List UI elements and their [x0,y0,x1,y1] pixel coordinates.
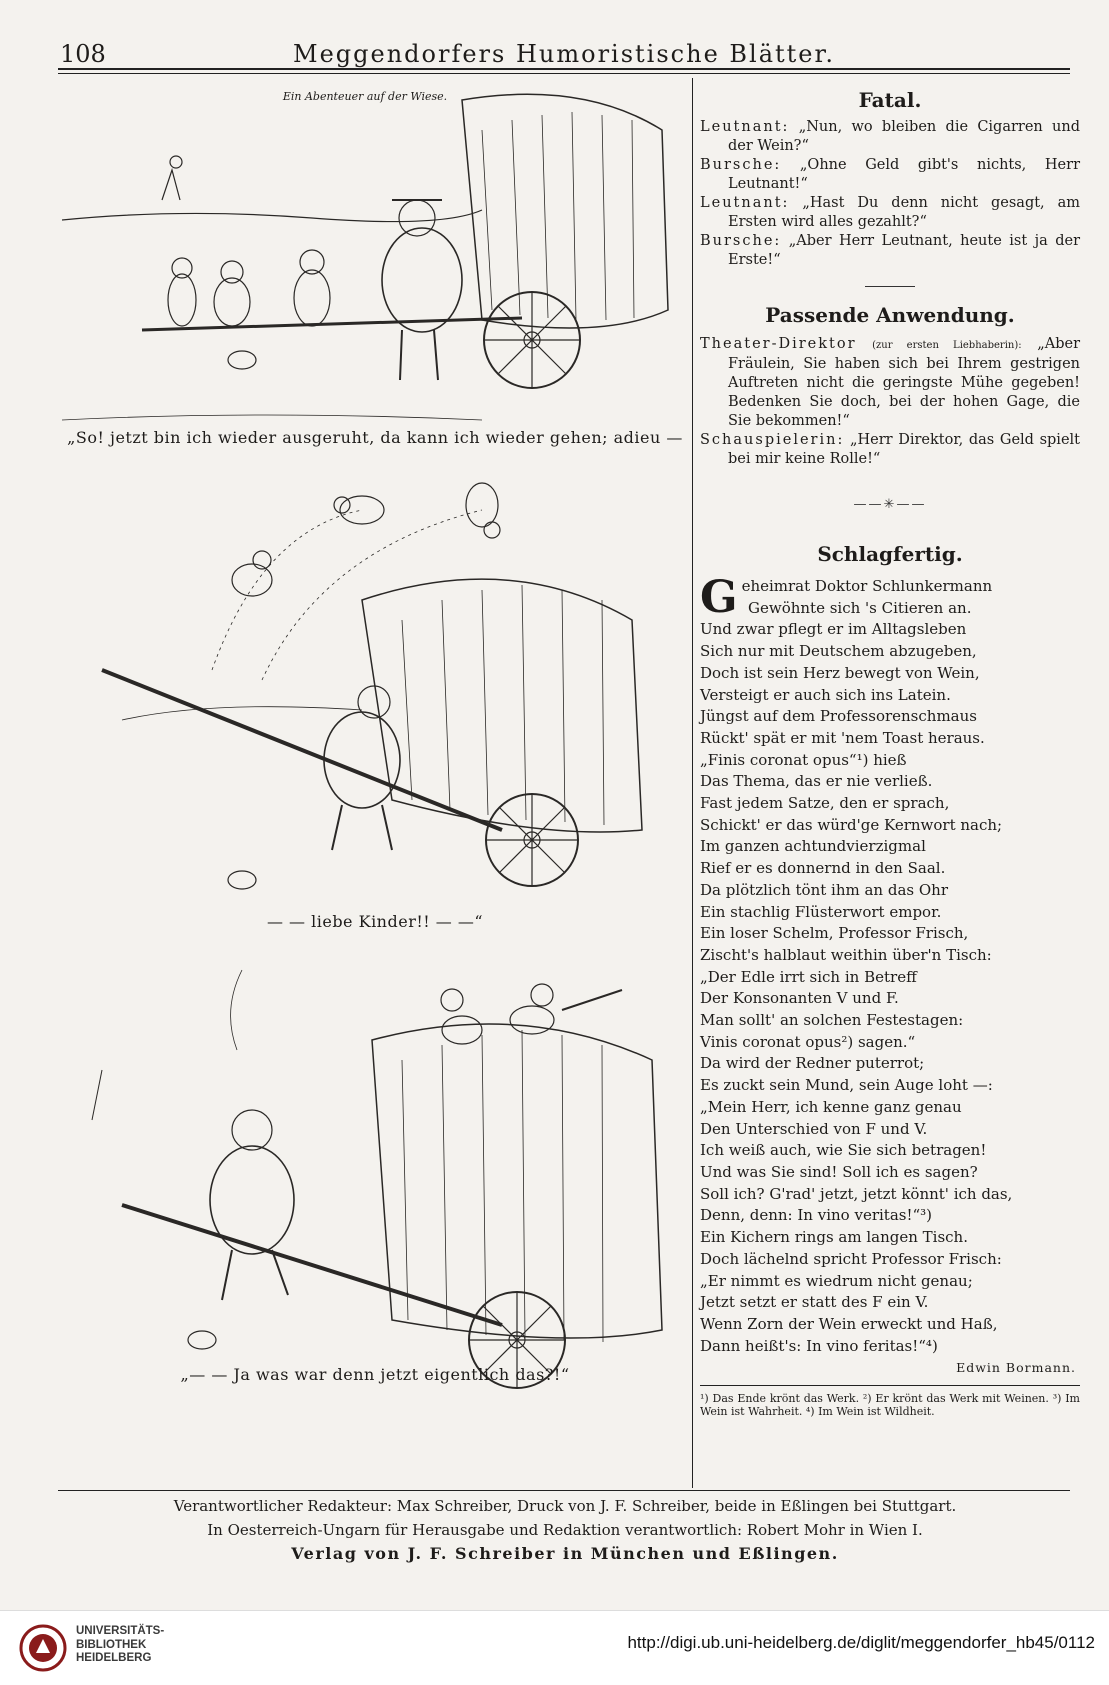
hay-cart-scene-3 [62,950,674,1390]
column-divider [692,78,693,1488]
dialog-text: „Ohne Geld gibt's nichts, Herr Leutnant!“ [728,157,1080,192]
hay-cart-scene-1 [62,90,674,450]
dialog-text: „Aber Herr Leutnant, heute ist ja der Erste!“ [728,233,1081,268]
poem-line: Und zwar pflegt er im Alltagsleben [700,620,967,639]
dropcap: G [700,572,738,623]
speaker: Bursche: [700,157,782,173]
poem-line: Fast jedem Satze, den er sprach, [700,794,950,813]
journal-title: Meggendorfers Humoristische Blätter. [293,40,835,68]
library-name-line: UNIVERSITÄTS- [76,1625,165,1637]
poem-line: Vinis coronat opus²) sagen.“ [700,1032,916,1051]
hay-cart-scene-2 [62,470,674,910]
poem-footnotes: ¹) Das Ende krönt das Werk. ²) Er krönt das Werk mit Weinen. ³) Im Wein ist Wahrheit. ⁴) Im Wein ist Wildheit. [700,1392,1080,1419]
page-number: 108 [60,40,106,68]
university-seal-icon [18,1623,68,1673]
right-column [700,88,1080,1418]
poem-line: Dann heißt's: In vino feritas!“⁴) [700,1336,938,1355]
poem-line: Denn, denn: In vino veritas!“³) [700,1206,933,1225]
poem-author: Edwin Bormann. [956,1360,1076,1376]
dialog-line [700,431,1080,469]
speaker: Schauspielerin: [700,432,845,448]
cartoon-caption-2: — — liebe Kinder!! — —“ [266,912,484,931]
dialog-line [700,232,1080,270]
imprint-line-editor: Verantwortlicher Redakteur: Max Schreiber, Druck von J. F. Schreiber, beide in Eßlingen bei Stuttgart. [173,1497,957,1515]
speaker: Leutnant: [700,119,790,135]
poem-line: Schickt' er das würd'ge Kernwort nach; [700,815,1003,834]
poem-line-second: Gewöhnte sich 's Citieren an. [748,598,972,617]
poem-line: „Der Edle irrt sich in Betreff [700,967,917,986]
imprint [60,1494,1070,1566]
section-divider [865,286,915,287]
cartoon-panel-1 [62,90,674,450]
poem-line: „Mein Herr, ich kenne ganz genau [700,1097,962,1116]
cartoon-title: Ein Abenteuer auf der Wiese. [282,90,448,103]
poem-line: Ein Kichern rings am langen Tisch. [700,1228,968,1247]
speaker: Theater-Direktor [700,336,857,352]
dialog-line [700,194,1080,232]
library-name-line: BIBLIOTHEK [76,1638,147,1651]
cartoon-panel-3 [62,950,674,1390]
poem-line: Ein stachlig Flüsterwort empor. [700,902,942,921]
library-footer [0,1610,1109,1685]
poem-line: Ich weiß auch, wie Sie sich betragen! [700,1141,987,1160]
dialog-line [700,118,1080,156]
ornament-divider: ——✳—— [853,497,927,512]
poem-line: Zischt's halblaut weithin über'n Tisch: [700,945,992,964]
poem-line: Rief er es donnernd in den Saal. [700,859,946,878]
poem-line: Der Konsonanten V und F. [700,989,899,1008]
poem-line: Und was Sie sind! Soll ich es sagen? [700,1162,978,1181]
poem-line: Wenn Zorn der Wein erweckt und Haß, [700,1314,998,1333]
section-title-schlagfertig: Schlagfertig. [817,542,963,566]
page-header [58,34,1070,70]
dialog-line [700,335,1080,431]
poem-line: Es zuckt sein Mund, sein Auge loht —: [700,1076,993,1095]
imprint-line-austria: In Oesterreich-Ungarn für Herausgabe und Redaktion verantwortlich: Robert Mohr in Wien I. [207,1521,923,1539]
cartoon-caption-1: „So! jetzt bin ich wieder ausgeruht, da kann ich wieder gehen; adieu — [67,428,683,447]
footnote-rule [700,1385,1080,1386]
fatal-dialog [700,118,1080,270]
poem-line: Das Thema, das er nie verließ. [700,772,933,791]
dialog-text: „Nun, wo bleiben die Cigarren und der Wein?“ [728,119,1081,154]
poem-line: Im ganzen achtundvierzigmal [700,837,926,856]
dialog-line [700,156,1080,194]
poem-line: Soll ich? G'rad' jetzt, jetzt könnt' ich das, [700,1184,1013,1203]
poem [700,572,1080,1419]
poem-line: Jetzt setzt er statt des F ein V. [700,1293,929,1312]
poem-line: Doch lächelnd spricht Professor Frisch: [700,1249,1002,1268]
section-title-passende: Passende Anwendung. [765,303,1015,327]
library-name-line: HEIDELBERG [76,1652,152,1664]
poem-line: Sich nur mit Deutschem abzugeben, [700,642,977,661]
poem-line: Versteigt er auch sich ins Latein. [700,685,951,704]
poem-line: Rückt' spät er mit 'nem Toast heraus. [700,728,985,747]
imprint-line-publisher: Verlag von J. F. Schreiber in München und Eßlingen. [291,1544,839,1563]
stage-note: (zur ersten Liebhaberin): [872,340,1022,351]
poem-lines [700,619,1080,1357]
passende-dialog [700,335,1080,469]
poem-line: „Finis coronat opus“¹) hieß [700,750,907,769]
dialog-text: „Hast Du denn nicht gesagt, am Ersten wird alles gezahlt?“ [728,195,1080,230]
header-rule-thin [58,73,1070,74]
poem-line: Da plötzlich tönt ihm an das Ohr [700,880,948,899]
speaker: Bursche: [700,233,782,249]
header-rule-thick [58,68,1070,70]
speaker: Leutnant: [700,195,790,211]
poem-line: Ein loser Schelm, Professor Frisch, [700,924,969,943]
poem-line: Da wird der Redner puterrot; [700,1054,925,1073]
poem-line: Jüngst auf dem Professorenschmaus [700,707,977,726]
dialog-text: „Herr Direktor, das Geld spielt bei mir keine Rolle!“ [728,432,1080,467]
source-url-link[interactable]: http://digi.ub.uni-heidelberg.de/diglit/meggendorfer_hb45/0112 [627,1633,1095,1652]
cartoon-panel-2 [62,470,674,910]
poem-line-text: eheimrat Doktor Schlunkermann [741,577,993,595]
poem-line: Man sollt' an solchen Festestagen: [700,1011,964,1030]
imprint-rule [58,1490,1070,1491]
cartoon-caption-3: „— — Ja was war denn jetzt eigentlich das?!“ [180,1365,570,1384]
dialog-text: „Aber Fräulein, Sie haben sich bei Ihrem gestrigen Auftreten nicht die geringste Mühe gegeben! Bedenken Sie doch, bei der hohen Gage, die Sie bekommen!“ [728,336,1080,429]
poem-line: „Er nimmt es wiedrum nicht genau; [700,1271,973,1290]
library-name [76,1625,164,1666]
section-title-fatal: Fatal. [858,88,922,112]
poem-line: Den Unterschied von F und V. [700,1119,928,1138]
poem-line: Doch ist sein Herz bewegt von Wein, [700,663,980,682]
